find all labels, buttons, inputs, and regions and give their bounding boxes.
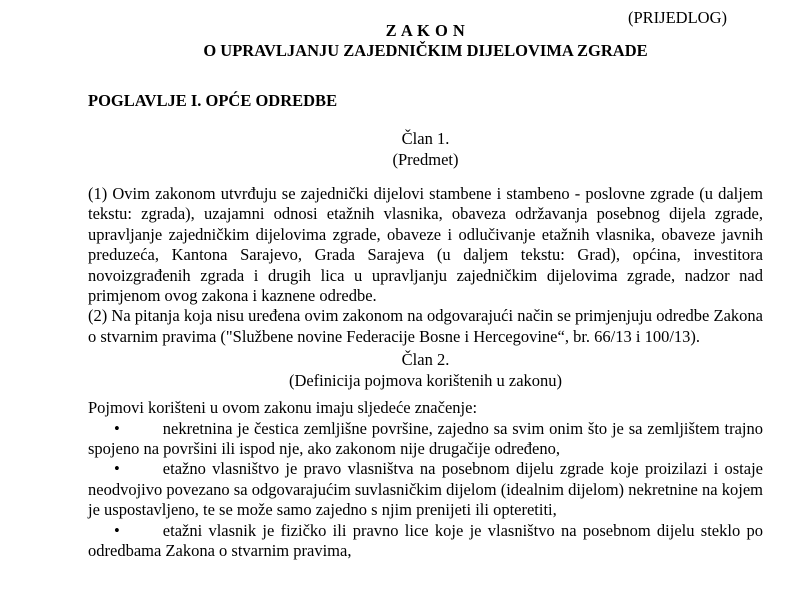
definition-item-nekretnina	[88, 419, 763, 460]
definition-item-etazni-vlasnik	[88, 521, 763, 562]
definitions-intro: Pojmovi korišteni u ovom zakonu imaju sljedeće značenje:	[88, 398, 478, 418]
document-status-label: (PRIJEDLOG)	[628, 8, 727, 27]
article-1-paragraph-1: (1) Ovim zakonom utvrđuju se zajednički dijelovi stambene i stambeno - poslovne zgrade (u daljem tekstu: zgrada), uzajamni odnosi etažnih vlasnika, obaveza održavanja posebnog dijela zgrade, upravljanje zajedničkim dijelovima zgrade, obaveze i odlučivanje etažnih vlasnika, obaveze javnih preduzeća, Kantona Sarajevo, Grada Sarajeva (u daljem tekstu: Grad), općina, investitora novoizgrađenih zgrada i drugih lica u upravljanju zajedničkim dijelovima zgrade, nadzor nad primjenom ovog zakona i kaznene odredbe.	[88, 184, 763, 306]
definition-text-etazni-vlasnik: etažni vlasnik je fizičko ili pravno lice koje je vlasništvo na posebnom dijelu steklo po odredbama Zakona o stvarnim pravima,	[88, 520, 763, 560]
article-2-heading	[88, 350, 763, 391]
law-title-line1: Z A K O N	[385, 21, 466, 40]
definition-text-etazno-vlasnistvo: etažno vlasništvo je pravo vlasništva na posebnom dijelu zgrade koje proizilazi i ostaje neodvojivo povezano sa odgovarajućim suvlasničkim dijelom (idealnim dijelom) nekretnine na kojem je uspostavljeno, te se može samo zajedno s njim prenijeti ili opteretiti,	[88, 459, 763, 520]
article-1-paragraph-2: (2) Na pitanja koja nisu uređena ovim zakonom na odgovarajući način se primjenjuju odredbe Zakona o stvarnim pravima ("Službene novine Federacije Bosne i Hercegovine“, br. 66/13 i 100/13).	[88, 306, 763, 346]
article-1-heading	[88, 129, 763, 170]
article-1-caption: (Predmet)	[392, 149, 459, 169]
bullet-icon: •	[114, 418, 120, 438]
bullet-icon: •	[114, 520, 120, 540]
article-2-caption: (Definicija pojmova korištenih u zakonu)	[288, 370, 563, 390]
document-page	[0, 8, 808, 594]
article-1-number: Član 1.	[401, 129, 450, 149]
law-title-line2: O UPRAVLJANJU ZAJEDNIČKIM DIJELOVIMA ZGRADE	[203, 41, 648, 61]
chapter-heading: POGLAVLJE I. OPĆE ODREDBE	[88, 90, 338, 110]
definition-item-etazno-vlasnistvo	[88, 459, 763, 520]
bullet-icon: •	[114, 459, 120, 479]
article-2-number: Član 2.	[401, 350, 450, 370]
definition-text-nekretnina: nekretnina je čestica zemljišne površine, zajedno sa svim onim što je sa zemljištem trajno spojeno na površini ili ispod nje, ako zakonom nije drugačije određeno,	[88, 418, 763, 458]
